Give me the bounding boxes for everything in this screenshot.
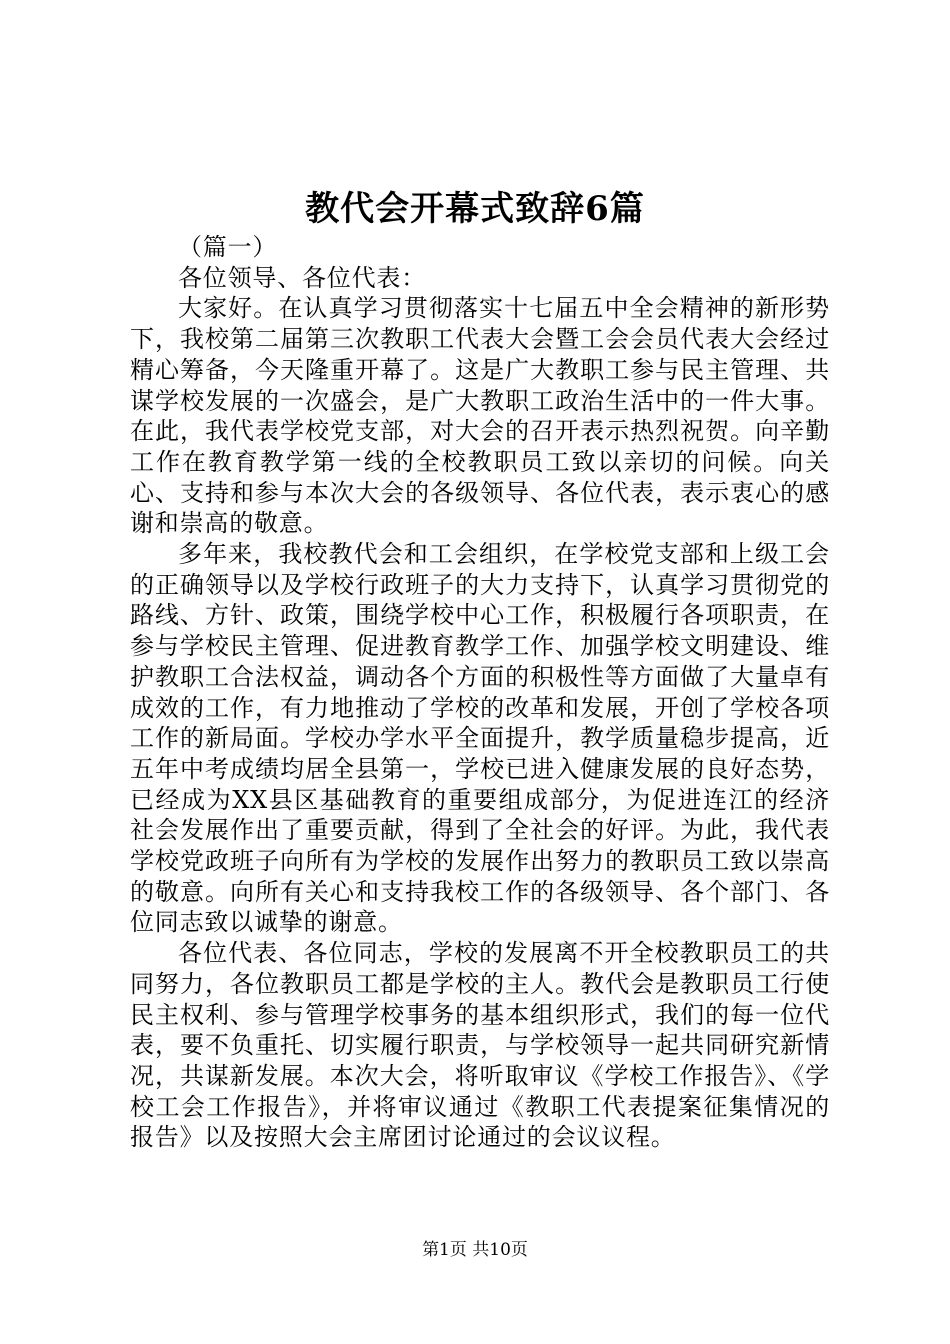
salutation: 各位领导、各位代表： <box>178 263 426 292</box>
body-paragraph: 多年来，我校教代会和工会组织，在学校党支部和上级工会的正确领导以及学校行政班子的大力支持下，认真学习贯彻党的路线、方针、政策，围绕学校中心工作，积极履行各项职责，在参与学校民主管理、促进教育教学工作、加强学校文明建设、维护教职工合法权益，调动各个方面的积极性等方面做了大量卓有成效的工作，有力地推动了学校的改革和发展，开创了学校各项工作的新局面。学校办学水平全面提升，教学质量稳步提高，近五年中考成绩均居全县第一，学校已进入健康发展的良好态势，已经成为XX县区基础教育的重要组成部分，为促进连江的经济社会发展作出了重要贡献，得到了全社会的好评。为此，我代表学校党政班子向所有为学校的发展作出努力的教职员工致以崇高的敬意。向所有关心和支持我校工作的各级领导、各个部门、各位同志致以诚挚的谢意。 <box>130 540 830 937</box>
document-body <box>130 232 830 1153</box>
body-paragraph: 各位代表、各位同志，学校的发展离不开全校教职员工的共同努力，各位教职员工都是学校的主人。教代会是教职员工行使民主权利、参与管理学校事务的基本组织形式，我们的每一位代表，要不负重托、切实履行职责，与学校领导一起共同研究新情况，共谋新发展。本次大会，将听取审议《学校工作报告》、《学校工会工作报告》，并将审议通过《教职工代表提案征集情况的报告》以及按照大会主席团讨论通过的会议议程。 <box>130 939 830 1152</box>
document-title: 教代会开幕式致辞6篇 <box>305 189 645 229</box>
page-number-footer: 第1页 共10页 <box>422 1240 528 1260</box>
body-paragraph: 大家好。在认真学习贯彻落实十七届五中全会精神的新形势下，我校第二届第三次教职工代表大会暨工会会员代表大会经过精心筹备，今天隆重开幕了。这是广大教职工参与民主管理、共谋学校发展的一次盛会，是广大教职工政治生活中的一件大事。在此，我代表学校党支部，对大会的召开表示热烈祝贺。向辛勤工作在教育教学第一线的全校教职员工致以亲切的问候。向关心、支持和参与本次大会的各级领导、各位代表，表示衷心的感谢和崇高的敬意。 <box>130 294 830 538</box>
section-label: （篇一） <box>178 233 278 261</box>
